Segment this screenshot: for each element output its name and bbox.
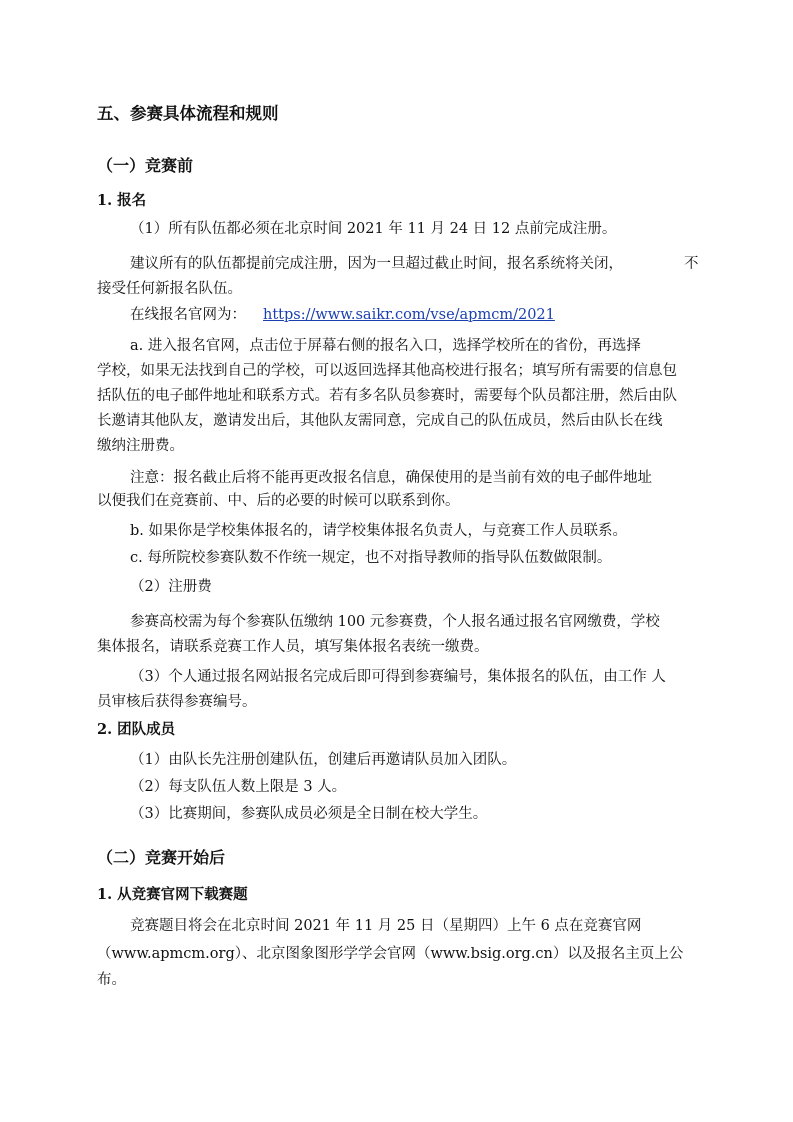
- download-line: 布。: [97, 972, 126, 988]
- online-registration-label: 在线报名官网为：: [130, 307, 246, 323]
- subsection-title-after: （二）竞赛开始后: [97, 848, 226, 867]
- fee-line: 集体报名，请联系竞赛工作人员，填写集体报名表统一缴费。: [97, 639, 489, 655]
- fee-line: 参赛高校需为每个参赛队伍缴纳 100 元参赛费，个人报名通过报名官网缴费，学校: [130, 614, 660, 630]
- note-line: 注意：报名截止后将不能再更改报名信息，确保使用的是当前有效的电子邮件地址: [130, 470, 652, 486]
- registration-site-link[interactable]: https://www.saikr.com/vse/apmcm/2021: [263, 307, 555, 323]
- registration-heading: 1. 报名: [97, 192, 147, 209]
- item-a-line: 学校，如果无法找到自己的学校，可以返回选择其他高校进行报名；填写所有需要的信息包: [97, 363, 677, 379]
- team-heading: 2. 团队成员: [97, 721, 176, 738]
- item-c: c. 每所院校参赛队数不作统一规定，也不对指导教师的指导队伍数做限制。: [130, 550, 612, 566]
- team-item: （1）由队长先注册创建队伍，创建后再邀请队员加入团队。: [130, 752, 517, 768]
- download-heading: 1. 从竞赛官网下载赛题: [97, 886, 248, 903]
- subsection-title-before: （一）竞赛前: [97, 156, 194, 175]
- note-line: 以便我们在竞赛前、中、后的必要的时候可以联系到你。: [97, 493, 460, 509]
- item-b: b. 如果你是学校集体报名的，请学校集体报名负责人，与竞赛工作人员联系。: [130, 523, 627, 539]
- team-item: （3）比赛期间，参赛队成员必须是全日制在校大学生。: [130, 806, 488, 822]
- download-line: 竞赛题目将会在北京时间 2021 年 11 月 25 日（星期四）上午 6 点在竞赛官网: [130, 918, 642, 934]
- paragraph-advice-tail: 不: [684, 256, 699, 272]
- item-a-line: 括队伍的电子邮件地址和联系方式。若有多名队员参赛时，需要每个队员都注册，然后由队: [97, 388, 677, 404]
- fee-heading: （2）注册费: [130, 579, 212, 595]
- team-item: （2）每支队伍人数上限是 3 人。: [130, 779, 347, 795]
- section-title: 五、参赛具体流程和规则: [97, 104, 279, 123]
- item-a-line: a. 进入报名官网，点击位于屏幕右侧的报名入口，选择学校所在的省份，再选择: [130, 338, 641, 354]
- paragraph-number-line2: 员审核后获得参赛编号。: [97, 694, 257, 710]
- paragraph-deadline: （1）所有队伍都必须在北京时间 2021 年 11 月 24 日 12 点前完成注册。: [130, 221, 617, 237]
- paragraph-advice-line2: 接受任何新报名队伍。: [97, 281, 242, 297]
- item-a-line: 长邀请其他队友，邀请发出后，其他队友需同意，完成自己的队伍成员，然后由队长在线: [97, 413, 663, 429]
- paragraph-number-line1: （3）个人通过报名网站报名完成后即可得到参赛编号，集体报名的队伍，由工作 人: [130, 669, 666, 685]
- paragraph-advice-line1: 建议所有的队伍都提前完成注册，因为一旦超过截止时间，报名系统将关闭，: [130, 256, 623, 272]
- item-a-line: 缴纳注册费。: [97, 438, 184, 454]
- download-line: （www.apmcm.org）、北京图象图形学学会官网（www.bsig.org.cn）以及报名主页上公: [97, 946, 684, 962]
